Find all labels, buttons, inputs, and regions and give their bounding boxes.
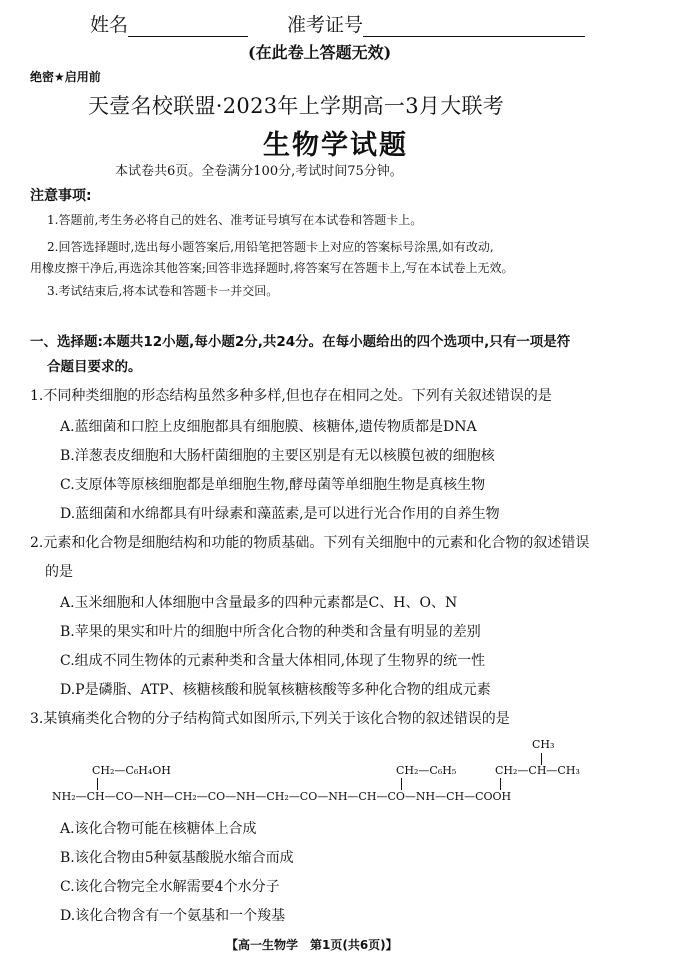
formula-ch3-top: CH₃ — [532, 738, 555, 751]
formula-side-chain-1: CH₂—C₆H₄OH — [92, 764, 171, 777]
notice-heading: 注意事项: — [30, 188, 92, 204]
question-option: A.蓝细菌和口腔上皮细胞都具有细胞膜、核糖体,遗传物质都是DNA — [60, 419, 477, 435]
formula-side-chain-4: CH₂—C₆H₅ — [396, 764, 457, 777]
notice-item: 用橡皮擦干净后,再选涂其他答案;回答非选择题时,将答案写在答题卡上,写在本试卷上无效。 — [30, 261, 514, 275]
question-option: B.苹果的果实和叶片的细胞中所含化合物的种类和含量有明显的差别 — [60, 624, 481, 640]
ticket-field — [287, 10, 585, 37]
section-heading: 一、选择题:本题共12小题,每小题2分,共24分。在每小题给出的四个选项中,只有一项是符 — [30, 334, 571, 350]
formula-bond-5 — [500, 778, 501, 790]
ticket-blank — [363, 14, 585, 37]
ticket-label: 准考证号 — [287, 14, 364, 36]
page-title: 生物学试题 — [263, 130, 408, 161]
question-stem: 1.不同种类细胞的形态结构虽然多种多样,但也存在相同之处。下列有关叙述错误的是 — [30, 388, 552, 404]
exam-info: 本试卷共6页。全卷满分100分,考试时间75分钟。 — [115, 164, 403, 179]
question-option: C.该化合物完全水解需要4个水分子 — [60, 879, 280, 895]
notice-item: 3.考试结束后,将本试卷和答题卡一并交回。 — [47, 284, 279, 298]
section-heading-cont: 合题目要求的。 — [47, 359, 142, 375]
question-option: C.支原体等原核细胞都是单细胞生物,酵母菌等单细胞生物是真核生物 — [60, 477, 486, 493]
question-stem-cont: 的是 — [45, 564, 73, 580]
formula-side-chain-5: CH₂—CH—CH₃ — [495, 764, 580, 777]
notice-item: 2.回答选择题时,选出每小题答案后,用铅笔把答题卡上对应的答案标号涂黑,如有改动, — [47, 240, 494, 254]
question-option: C.组成不同生物体的元素种类和含量大体相同,体现了生物界的统一性 — [60, 653, 486, 669]
question-option: D.该化合物含有一个氨基和一个羧基 — [60, 908, 286, 924]
formula-bond-1 — [97, 778, 98, 790]
secret-mark: 绝密★启用前 — [30, 70, 101, 84]
question-option: D.蓝细菌和水绵都具有叶绿素和藻蓝素,是可以进行光合作用的自养生物 — [60, 506, 500, 522]
name-label: 姓名 — [90, 14, 129, 36]
name-field — [90, 10, 248, 37]
formula-bond-4 — [401, 778, 402, 790]
question-option: D.P是磷脂、ATP、核糖核酸和脱氧核糖核酸等多种化合物的组成元素 — [60, 682, 491, 698]
question-option: B.该化合物由5种氨基酸脱水缩合而成 — [60, 850, 294, 866]
question-option: A.该化合物可能在核糖体上合成 — [60, 821, 257, 837]
title-line1: 天壹名校联盟·2023年上学期高一3月大联考 — [88, 94, 505, 118]
question-stem: 3.某镇痛类化合物的分子结构简式如图所示,下列关于该化合物的叙述错误的是 — [30, 711, 510, 727]
question-stem: 2.元素和化合物是细胞结构和功能的物质基础。下列有关细胞中的元素和化合物的叙述错误 — [30, 535, 590, 551]
formula-main-chain: NH₂—CH—CO—NH—CH₂—CO—NH—CH₂—CO—NH—CH—CO—NH—CH—COOH — [52, 790, 512, 803]
page-footer: 【高一生物学 第1页(共6页)】 — [226, 938, 398, 952]
invalid-note: (在此卷上答题无效) — [248, 43, 392, 62]
name-blank — [128, 14, 248, 37]
question-option: A.玉米细胞和人体细胞中含量最多的四种元素都是C、H、O、N — [60, 595, 458, 611]
notice-item: 1.答题前,考生务必将自己的姓名、准考证号填写在本试卷和答题卡上。 — [47, 213, 423, 227]
question-option: B.洋葱表皮细胞和大肠杆菌细胞的主要区别是有无以核膜包被的细胞核 — [60, 448, 495, 464]
